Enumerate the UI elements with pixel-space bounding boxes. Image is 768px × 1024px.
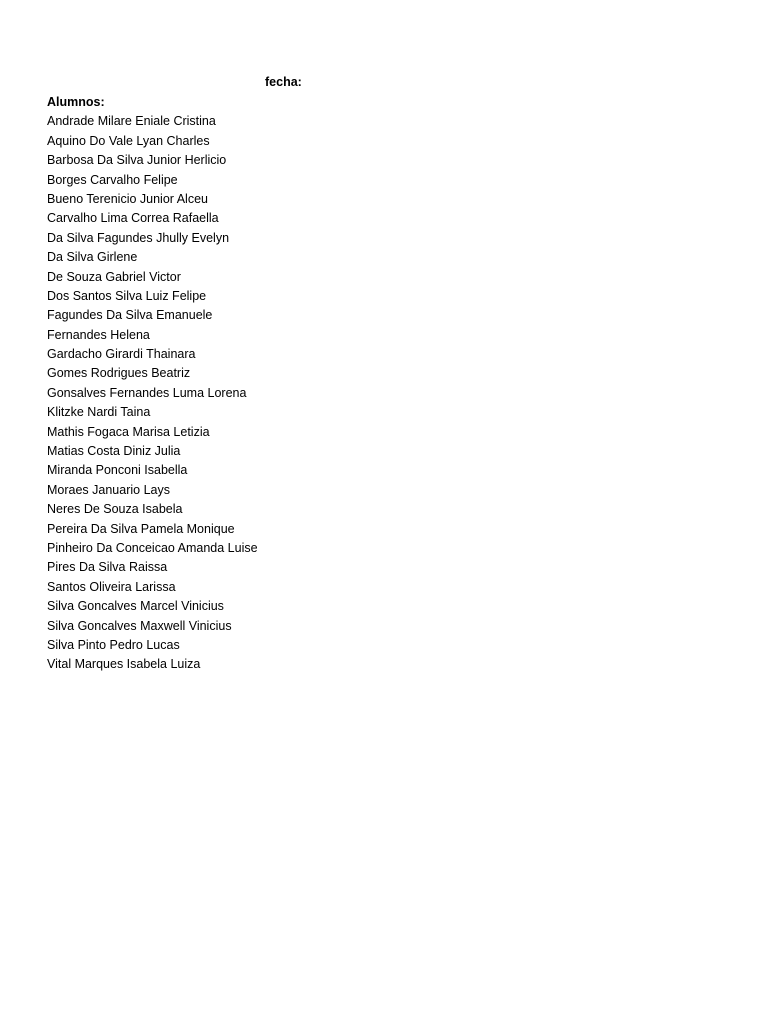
students-heading: Alumnos: xyxy=(47,95,105,109)
student-name: Pereira Da Silva Pamela Monique xyxy=(47,521,235,536)
student-name: Da Silva Fagundes Jhully Evelyn xyxy=(47,230,230,245)
student-name: Gonsalves Fernandes Luma Lorena xyxy=(47,385,247,400)
student-name: Klitzke Nardi Taina xyxy=(47,405,151,420)
student-name: Miranda Ponconi Isabella xyxy=(47,463,188,478)
student-list xyxy=(47,112,447,674)
student-name: Da Silva Girlene xyxy=(47,250,138,265)
student-name: Barbosa Da Silva Junior Herlicio xyxy=(47,153,227,168)
student-name: Fagundes Da Silva Emanuele xyxy=(47,308,213,323)
student-name: Silva Pinto Pedro Lucas xyxy=(47,637,180,652)
student-name: Borges Carvalho Felipe xyxy=(47,172,178,187)
student-name: Bueno Terenicio Junior Alceu xyxy=(47,191,208,206)
student-name: Silva Goncalves Marcel Vinicius xyxy=(47,599,224,614)
student-name: Pinheiro Da Conceicao Amanda Luise xyxy=(47,540,258,555)
student-name: Matias Costa Diniz Julia xyxy=(47,444,181,459)
student-name: Gomes Rodrigues Beatriz xyxy=(47,366,191,381)
student-name: Dos Santos Silva Luiz Felipe xyxy=(47,288,207,303)
student-name: Andrade Milare Eniale Cristina xyxy=(47,114,216,129)
student-name: Vital Marques Isabela Luiza xyxy=(47,657,201,672)
student-name: Carvalho Lima Correa Rafaella xyxy=(47,211,219,226)
student-name: Gardacho Girardi Thainara xyxy=(47,347,196,362)
student-name: Santos Oliveira Larissa xyxy=(47,579,176,594)
student-name: Moraes Januario Lays xyxy=(47,482,170,497)
student-name: Pires Da Silva Raissa xyxy=(47,560,168,575)
student-name: Fernandes Helena xyxy=(47,327,150,342)
student-name: De Souza Gabriel Victor xyxy=(47,269,181,284)
student-name: Silva Goncalves Maxwell Vinicius xyxy=(47,618,232,633)
student-name: Mathis Fogaca Marisa Letizia xyxy=(47,424,210,439)
students-section xyxy=(47,93,447,675)
date-label: fecha: xyxy=(265,75,302,89)
student-name: Aquino Do Vale Lyan Charles xyxy=(47,133,210,148)
student-name: Neres De Souza Isabela xyxy=(47,502,183,517)
